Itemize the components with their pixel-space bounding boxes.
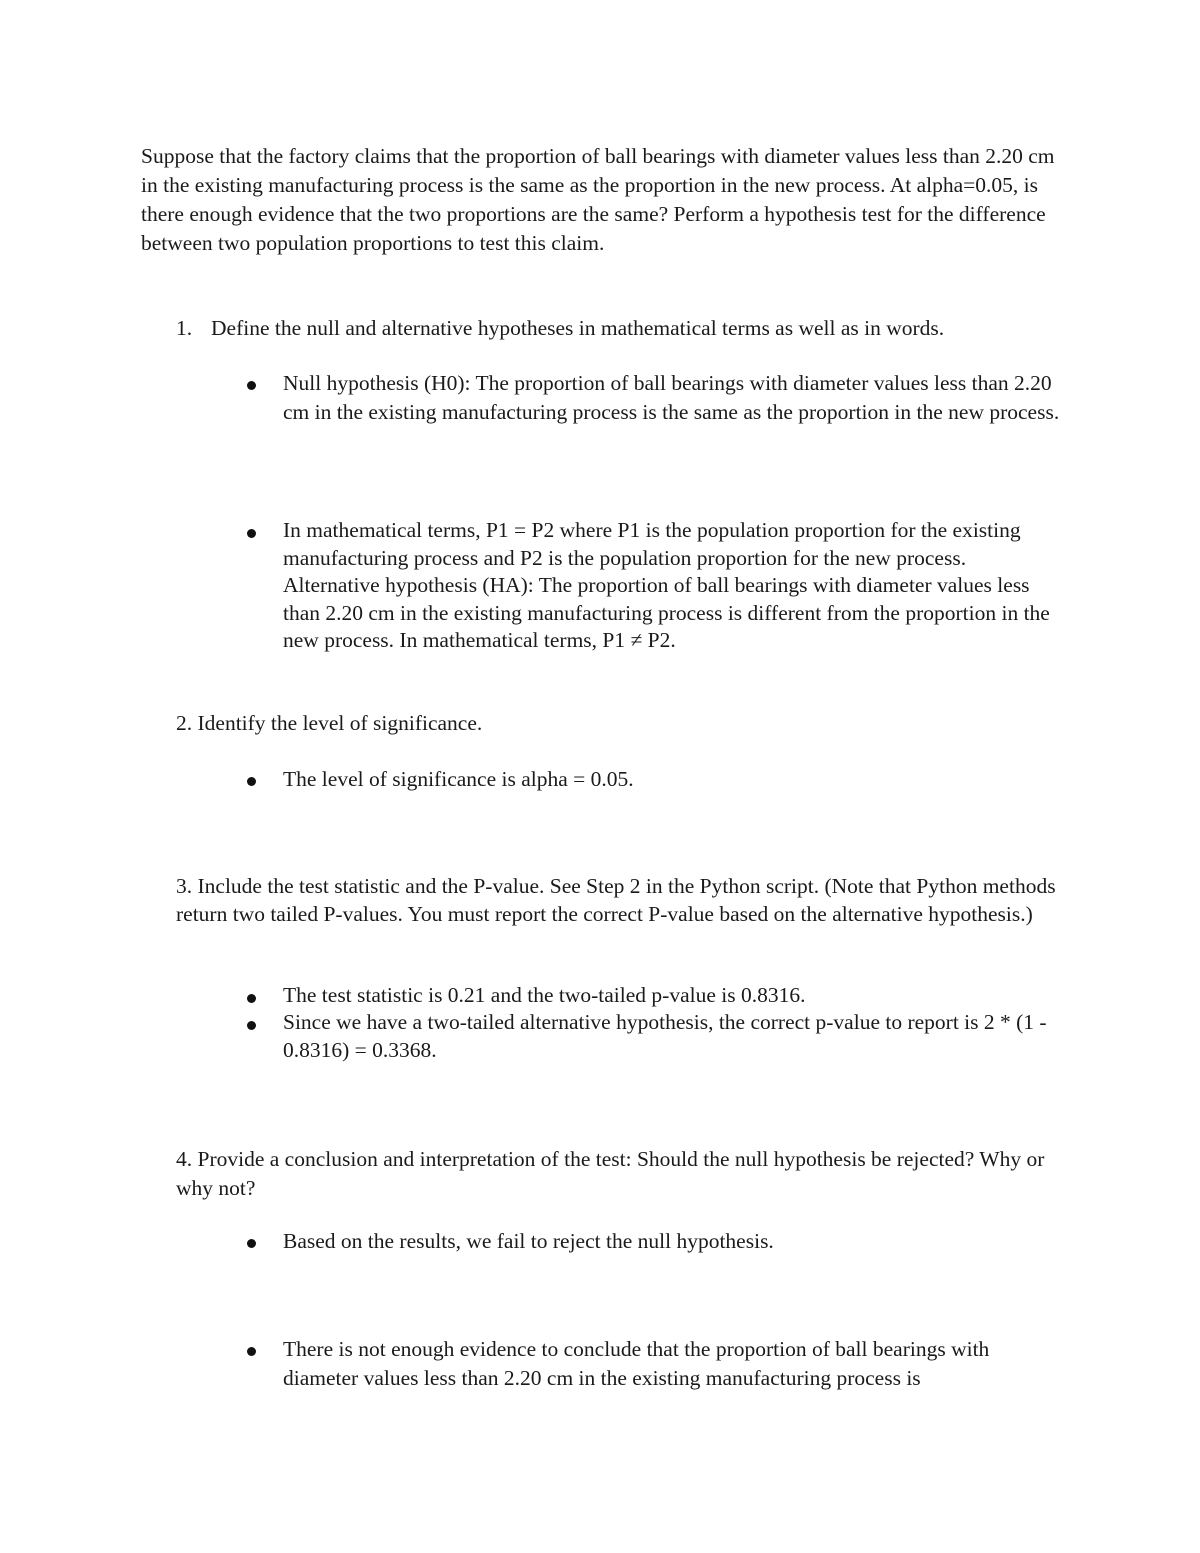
q3-bullet-test-statistic: The test statistic is 0.21 and the two-tailed p-value is 0.8316. — [283, 982, 1063, 1010]
q2-bullet-significance: The level of significance is alpha = 0.05. — [283, 765, 1063, 794]
intro-paragraph: Suppose that the factory claims that the proportion of ball bearings with diameter values less than 2.20 cm in the existing manufacturing process is the same as the proportion in the new process. At alpha=0.05, is there enough evidence that the two proportions are the same? Perform a hypothesis test for the difference between two population proportions to test this claim. — [141, 144, 1055, 255]
q3-bullet-p-value: Since we have a two-tailed alternative hypothesis, the correct p-value to report is 2 * (1 - 0.8316) = 0.3368. — [283, 1009, 1063, 1064]
q1-bullet-math-terms: In mathematical terms, P1 = P2 where P1 is the population proportion for the existing manufacturing process and P2 is the population proportion for the new process. Alternative hypothesis (HA): The proportion of ball bearings with diameter values less than 2.20 cm in the existing manufacturing process is different from the proportion in the new process. In mathematical terms, P1 ≠ P2. — [283, 517, 1063, 655]
q4-bullet-fail-to-reject: Based on the results, we fail to reject the null hypothesis. — [283, 1227, 1063, 1256]
question-3-text: 3. Include the test statistic and the P-value. See Step 2 in the Python script. (Note that Python methods return two tailed P-values. You must report the correct P-value based on the alternative hypothesis.) — [176, 874, 1056, 926]
q4-bullet-not-enough-evidence: There is not enough evidence to conclude that the proportion of ball bearings with diameter values less than 2.20 cm in the existing manufacturing process is — [283, 1335, 1063, 1393]
question-2-text: 2. Identify the level of significance. — [176, 711, 483, 735]
q1-bullet-null-hypothesis: Null hypothesis (H0): The proportion of ball bearings with diameter values less than 2.20 cm in the existing manufacturing process is the same as the proportion in the new process. — [283, 369, 1063, 427]
question-1-text: Define the null and alternative hypotheses in mathematical terms as well as in words. — [211, 316, 945, 340]
question-1-number: 1. — [176, 316, 193, 340]
question-4-text: 4. Provide a conclusion and interpretation of the test: Should the null hypothesis be rejected? Why or why not? — [176, 1147, 1045, 1200]
